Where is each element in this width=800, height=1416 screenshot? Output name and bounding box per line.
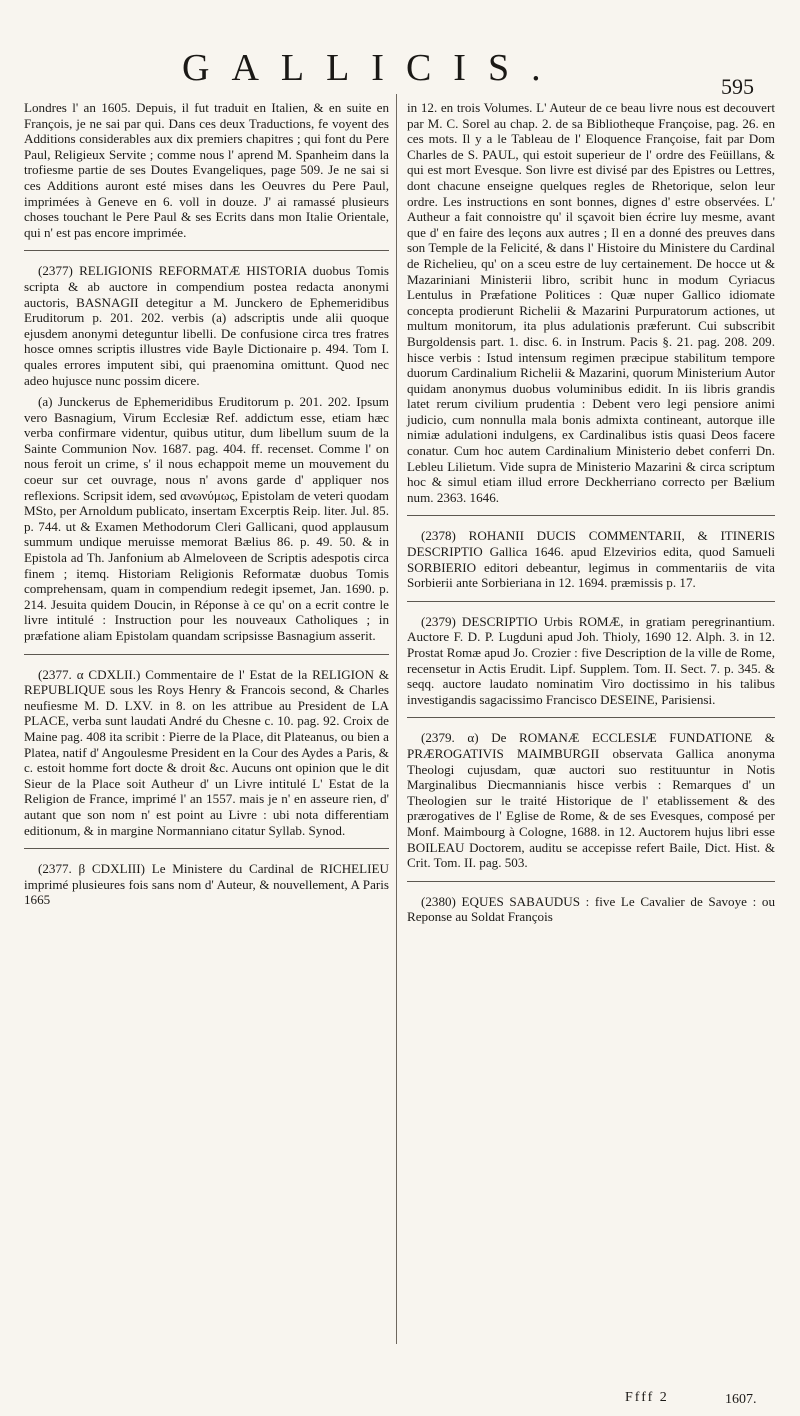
catchword: 1607. <box>725 1392 757 1407</box>
left-entry-4 <box>24 861 389 908</box>
left-entry-3 <box>24 667 389 839</box>
entry-text: in 12. en trois Volumes. L' Auteur de ce beau livre nous est decouvert par M. C. Sorel au chap. 2. de sa Bibliotheque Françoise, pag. 26. en ces mots. Il y a le Tableau de l' Eloquence Françoise, fait par Dom Charles de S. PAUL, qui estoit superieur de l' ordre des Feüillans, & qui est mort Evesque. Son livre est divisé par des Epistres ou Lettres, dont chacune enseigne quelques regles de Rhetorique, selon leur ordre. Les instructions en sont bonnes, dignes d' estre observées. L' Autheur a fait connoistre qu' il sçavoit bien écrire luy mesme, avant que d' en faire des leçons aux autres ; Il en a donné des preuves dans son Temple de la Felicité, & dans l' Histoire du Ministere du Cardinal de Richelieu, qu' on a sceu estre de luy certainement. De hocce ut & Mazariniani Ministerii libro, scribit hunc in modum Cyriacus Lentulus in Præfatione Politices : Quæ nuper Gallico idiomate concepta prodierunt Richelii & Mazarini Purpuratorum actiones, ut multum monitorum, ita plus adulationis præferunt. Cui subscribit Burgoldensis part. 1. disc. 6. in Instrum. Pacis §. 21. pag. 208. 209. hisce verbis : Istud intensum regimen præcipue stabilitum tempore duorum Cardinalium Richelii & Mazarini, quorum Ministerium Autor quidam anonymus duobus voluminibus edidit. In iis libris grandis latet rerum civilium prudentia : Debent vero legi pensiore animi judicio, cum nonnulla mala bonis admixta contineant, autorque ille nimiæ adulationi indulgens, ex Cardinalibus istis quasi Deos facere conatur. Cum hoc autem Cardinalium Ministerio debet conferri Dn. Lebleu Lilietum. Vide supra de Ministerio Mazarini & circa scriptum hoc & simul etiam illud errore Deckherriano correcto per Bælium num. 2363. 1646. <box>407 100 775 505</box>
right-entry-0 <box>407 100 775 505</box>
right-column <box>407 100 775 931</box>
entry-separator <box>407 717 775 718</box>
entry-separator <box>407 515 775 516</box>
entry-text: (2379) DESCRIPTIO Urbis ROMÆ, in gratiam peregrinantium. Auctore F. D. P. Lugduni apud Joh. Thioly, 1690 12. Alph. 3. in 12. Prostat Romæ apud Jo. Crozier : five Description de la ville de Rome, recensetur in Actis Erudit. Lipf. Supplem. Tom. II. Sect. 7. p. 345. & seqq. auctore laudato nominatim Viro doctissimo in his talibus investigandis sagacissimo Francisco DESEINE, Parisiensi. <box>407 613 775 707</box>
page-number: 595 <box>721 74 754 99</box>
left-entry-1 <box>24 263 389 388</box>
entry-separator <box>407 881 775 882</box>
entry-separator <box>24 848 389 849</box>
left-column <box>24 100 389 914</box>
entry-text: (2377. α CDXLII.) Commentaire de l' Estat de la RELIGION & REPUBLIQUE sous les Roys Henry & Francois second, & Charles neufiesme M. D. LXV. in 8. on les attribue au President de LA PLACE, verba sunt laudati André du Chesne c. 10. pag. 92. Croix de Maine pag. 408 ita scribit : Pierre de la Place, dit Plateanus, ou bien a Platea, natif d' Angoulesme President en la Cour des Aydes a Paris, & c. estoit homme fort docte & droit &c. Aucuns ont opinion que le dit Sieur de la Place soit Autheur d' un Livre intitulé L' Estat de la Religion de France, imprimé l' an 1557. mais je n' en asseure rien, d' autant que son nom n' est point au Livre : ubi nota differentiam editionum, & in margine Normanniano citatur Syllab. Synod. <box>24 666 389 838</box>
left-entry-0 <box>24 100 389 240</box>
column-divider <box>396 94 397 1344</box>
entry-text: (2380) EQUES SABAUDUS : five Le Cavalier de Savoye : ou Reponse au Soldat François <box>407 893 775 925</box>
entry-separator <box>24 654 389 655</box>
right-entry-4 <box>407 894 775 925</box>
signature-mark: Ffff 2 <box>625 1390 669 1405</box>
entry-text: (2378) ROHANII DUCIS COMMENTARII, & ITINERIS DESCRIPTIO Gallica 1646. apud Elzevirios edita, quod Samueli SORBIERIO editori debeantur, legimus in commentariis de vita Sorbierii ante Sorbieriana in 12. 1694. præmissis p. 17. <box>407 528 775 591</box>
entry-text: (a) Junckerus de Ephemeridibus Eruditorum p. 201. 202. Ipsum vero Basnagium, Virum Ecclesiæ Ref. addictum esse, etiam hæc verba confirmare videntur, quibus utitur, dum libellum suum de la Sainte Communion Nov. 1687. pag. 404. ff. recenset. Comme l' on nous feroit un crime, s' il nous echappoit meme un mouvement du coeur sur cet ouvrage, nous n' avons garde d' appliquer nos reflexions. Scripsit idem, sed ανωνύμως, Epistolam de veteri quodam MSto, per Arnoldum publicato, insertam Excerptis Reip. liter. Jul. 85. p. 744. ut & Examen Methodorum Cleri Gallicani, quod applausum summum undique meruisse memorat Bælius 86. p. 49. 50. & in Epistola ad Th. Janfonium ab Almeloveen de Scriptis adespotis circa finem ; itemq. Historiam Religionis Reformatæ duobus Tomis comprehensam, quam in compendium redegit ipsemet, Jan. 1690. p. 214. Jesuita quidem Doucin, in Réponse à ce qu' on a ecrit contre le livre intitulé : Instruction pour les nouveaux Catholiques ; in præfatione aliam Epistolam quandam scripsisse Basnagium asserit. <box>24 394 389 643</box>
right-entry-1 <box>407 528 775 590</box>
entry-text: (2379. α) De ROMANÆ ECCLESIÆ FUNDATIONE & PRÆROGATIVIS MAIMBURGII observata Gallica anonyma Theologi cujusdam, quæ auctori suo restituuntur in Notis Marginalibus Diecmannianis hisce verbis : Remarques d' un Theologien sur le traité Historique de l' etablissement & des prærogatives de l' Eglise de Rome, & de ses Evesques, composé per Monf. Maimbourg à Cologne, 1688. in 12. Auctorem hujus libri esse BOILEAU Doctorem, auditu se accepisse refert Baile, Dict. Hist. & Crit. Tom. II. pag. 503. <box>407 730 775 871</box>
right-entry-3 <box>407 730 775 870</box>
entry-text: (2377) RELIGIONIS REFORMATÆ HISTORIA duobus Tomis scripta & ab auctore in compendium postea redacta anonymi auctoris, BASNAGII detegitur a M. Junckero de Ephemeridibus Eruditorum p. 201. 202. verbis (a) adscriptis unde alii quoque ejusdem anonymi deteguntur libelli. De confusione circa tres fratres hosce omnes scriptis illustres vide Bayle Dictionaire p. 494. Tom I. quales errores imputent sibi, qui praenomina omittunt. Quod nec adeo hujusce nunc possim dicere. <box>24 263 389 388</box>
entry-text: Londres l' an 1605. Depuis, il fut traduit en Italien, & en suite en François, je ne sai par qui. Dans ces deux Traductions, fe voyent des Additions considerables aux dix premiers chapitres ; qui font du Pere Paul, Religieux Servite ; comme nous l' aprend M. Spanheim dans la trofiesme partie de ses Doutes Evangeliques, page 509. Je ne sai si ces Additions auront esté mises dans les Oeuvres du Pere Paul, imprimées à Geneve en 6. voll in douze. J' ai ramassé plusieurs choses touchant le Pere Paul & ses Ecrits dans mon Italie Orientale, qui n' est pas encore imprimée. <box>24 100 389 240</box>
running-head: GALLICIS. <box>182 47 563 89</box>
entry-separator <box>407 601 775 602</box>
entry-separator <box>24 250 389 251</box>
left-entry-2 <box>24 394 389 644</box>
entry-text: (2377. β CDXLIII) Le Ministere du Cardinal de RICHELIEU imprimé plusieures fois sans nom d' Auteur, & nouvellement, A Paris 1665 <box>24 861 389 908</box>
right-entry-2 <box>407 614 775 708</box>
